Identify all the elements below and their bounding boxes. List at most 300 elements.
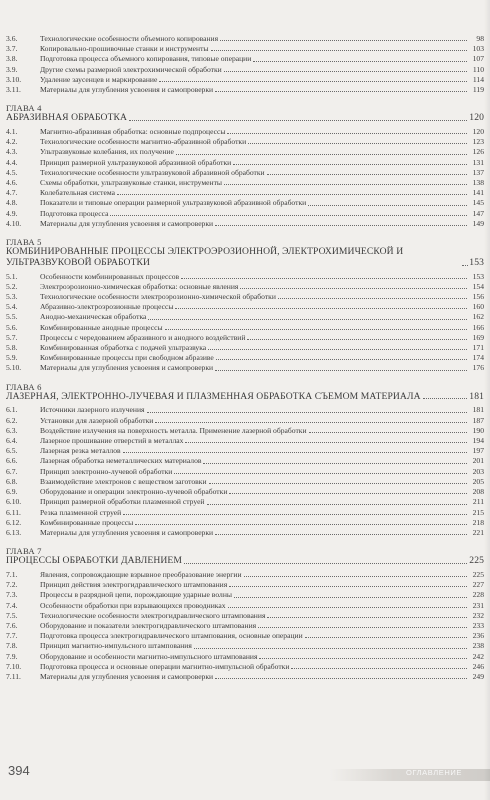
toc-entry[interactable] [6,353,484,362]
section-page-number: 208 [472,487,484,497]
dot-leader [165,328,467,330]
toc-entry[interactable] [6,580,484,589]
section-page-number: 114 [472,74,484,84]
toc-entry[interactable] [6,508,484,517]
entry-title-wrap [40,436,468,445]
dot-leader [229,585,467,587]
entry-title-wrap [40,611,468,620]
section-page-number: 145 [472,198,484,208]
section-title: Другие схемы размерной электрохимической обработки [40,64,222,74]
section-number: 6.6. [6,456,18,466]
section-title: Принцип электронно-лучевой обработки [40,466,173,476]
section-title: Особенности обработки при взрывающихся проводниках [40,600,226,610]
section-page-number: 103 [472,44,484,54]
section-title: Материалы для углубления усвоения и самопроверки [40,85,214,95]
toc-section [6,34,484,94]
dot-leader [208,348,467,350]
section-number: 4.4. [6,157,18,167]
section-title: Технологические особенности электрогидравлического штампования [40,610,266,620]
toc-entry[interactable] [6,168,484,177]
toc-entry[interactable] [6,54,484,63]
dot-leader [308,204,467,206]
section-title: Лазерное прошивание отверстий в металлах [40,436,184,446]
section-page-number: 156 [472,292,484,302]
entry-title-wrap [40,209,468,218]
section-page-number: 160 [472,302,484,312]
section-number: 4.9. [6,208,18,218]
section-title: Материалы для углубления усвоения и самопроверки [40,671,214,681]
section-number: 5.6. [6,322,18,332]
section-title: Процессы с чередованием абразивного и анодного воздействий [40,332,246,342]
entry-title-wrap [40,147,468,156]
section-title: Особенности комбинированных процессов [40,271,180,281]
section-number: 4.8. [6,198,18,208]
section-page-number: 154 [472,281,484,291]
section-number: 7.9. [6,651,18,661]
section-page-number: 147 [472,208,484,218]
toc-entry[interactable] [6,446,484,455]
entry-title-wrap [40,601,468,610]
section-number: 5.4. [6,302,18,312]
section-title: Магнитно-абразивная обработка: основные подпроцессы [40,127,226,137]
section-page-number: 187 [472,415,484,425]
entry-title-wrap [40,416,468,425]
toc-entry[interactable] [6,44,484,53]
section-number: 3.10. [6,74,22,84]
entry-title-wrap [40,580,468,589]
section-title: Показатели и типовые операции размерной ультразвуковой абразивной обработки [40,198,307,208]
dot-leader [247,338,467,340]
section-page-number: 120 [472,127,484,137]
toc-entry[interactable] [6,570,484,579]
entry-title-wrap [40,34,468,43]
section-page-number: 171 [472,343,484,353]
toc-entry[interactable] [6,487,484,496]
dot-leader [216,358,467,360]
section-number: 6.13. [6,527,22,537]
section-title: Материалы для углубления усвоения и самопроверки [40,527,214,537]
section-number: 6.7. [6,466,18,476]
toc-entry[interactable] [6,652,484,661]
section-title: Оборудование и особенности магнитно-импульсного штампования [40,651,258,661]
entry-title-wrap [40,508,468,517]
section-title: Материалы для углубления усвоения и самопроверки [40,218,214,228]
dot-leader [129,119,467,121]
chapter-title: ЛАЗЕРНАЯ, ЭЛЕКТРОННО-ЛУЧЕВАЯ И ПЛАЗМЕННАЯ ОБРАБОТКА СЪЕМОМ МАТЕРИАЛА [6,390,421,402]
section-title: Процессы в разрядной цепи, порождающие ударные волны [40,590,232,600]
toc-entry[interactable] [6,467,484,476]
toc-entry[interactable] [6,405,484,414]
section-number: 7.5. [6,610,18,620]
section-number: 5.5. [6,312,18,322]
dot-leader [267,173,467,175]
toc-entry[interactable] [6,188,484,197]
section-title: Подготовка процесса [40,208,109,218]
dot-leader [291,667,467,669]
section-title: Установки для лазерной обработки [40,415,154,425]
section-number: 5.10. [6,363,22,373]
section-number: 7.3. [6,590,18,600]
entry-title-wrap [40,333,468,342]
dot-leader [278,297,467,299]
entry-title-wrap [40,497,468,506]
section-page-number: 137 [472,167,484,177]
section-title: Оборудование и показатели электрогидравлического штампования [40,620,257,630]
dot-leader [123,451,467,453]
toc-entry[interactable] [6,477,484,486]
section-title: Анодно-механическая обработка [40,312,147,322]
toc-entry[interactable] [6,198,484,207]
chapter-title-row[interactable] [6,113,484,124]
toc-entry[interactable] [6,641,484,650]
dot-leader [148,318,467,320]
section-title: Подготовка процесса электрогидравлического штампования, основные операции [40,631,303,641]
chapter-page-number: 120 [469,112,484,124]
section-number: 3.8. [6,54,18,64]
dot-leader [309,431,467,433]
entry-title-wrap [40,54,468,63]
dot-leader [227,132,467,134]
entry-title-wrap [40,312,468,321]
toc-entry[interactable] [6,601,484,610]
dot-leader [155,421,467,423]
toc-entry[interactable] [6,621,484,630]
section-title: Комбинированные процессы [40,517,134,527]
section-number: 6.9. [6,487,18,497]
section-page-number: 138 [472,178,484,188]
section-page-number: 221 [472,527,484,537]
entry-title-wrap [40,518,468,527]
dot-leader [215,90,467,92]
section-title: Резка плазменной струей [40,507,122,517]
toc-section [6,546,484,681]
section-number: 3.11. [6,85,21,95]
toc-entry[interactable] [6,158,484,167]
toc-entry[interactable] [6,65,484,74]
dot-leader [194,647,467,649]
section-page-number: 126 [472,147,484,157]
section-title: Технологические особенности магнитно-абразивной обработки [40,137,247,147]
section-page-number: 228 [472,590,484,600]
toc-entry[interactable] [6,178,484,187]
entry-title-wrap [40,487,468,496]
dot-leader [123,513,467,515]
dot-leader [135,523,467,525]
chapter-label: ГЛАВА 5 [6,237,42,248]
section-number: 7.10. [6,661,22,671]
toc-entry[interactable] [6,416,484,425]
section-title: Комбинированные процессы при свободном абразиве [40,353,214,363]
entry-title-wrap [40,188,468,197]
section-number: 4.10. [6,218,22,228]
toc-entry[interactable] [6,272,484,281]
page-footer [0,759,490,789]
section-title: Копировально-прошивочные станки и инструменты [40,44,209,54]
toc-section [6,382,484,537]
entry-title-wrap [40,528,468,537]
section-number: 3.6. [6,34,18,43]
section-number: 3.9. [6,64,18,74]
toc-entry[interactable] [6,662,484,671]
entry-title-wrap [40,672,468,681]
dot-leader [174,472,467,474]
toc-entry[interactable] [6,75,484,84]
toc-entry[interactable] [6,219,484,228]
entry-title-wrap [40,662,468,671]
dot-leader [147,411,467,413]
chapter-page-number: 153 [469,256,484,268]
entry-title-wrap [40,302,468,311]
entry-title-wrap [40,343,468,352]
section-number: 7.4. [6,600,18,610]
chapter-title-row[interactable] [6,392,484,403]
entry-title-wrap [40,127,468,136]
section-page-number: 218 [472,517,484,527]
entry-title-wrap [40,282,468,291]
entry-title-wrap [40,405,468,414]
section-page-number: 227 [472,580,484,590]
section-title: Принцип магнитно-импульсного штампования [40,641,192,651]
toc-entry[interactable] [6,456,484,465]
section-number: 6.12. [6,517,22,527]
section-title: Комбинированные анодные процессы [40,322,163,332]
section-page-number: 107 [472,54,484,64]
dot-leader [185,441,467,443]
dot-leader [181,277,467,279]
toc-entry[interactable] [6,436,484,445]
dot-leader [462,264,468,266]
entry-title-wrap [40,570,468,579]
section-page-number: 119 [472,85,484,95]
section-page-number: 166 [472,322,484,332]
section-number: 4.7. [6,188,18,198]
section-number: 5.9. [6,353,18,363]
section-number: 6.10. [6,497,22,507]
dot-leader [220,39,467,41]
section-title: Комбинированная обработка с подачей ультразвука [40,343,207,353]
section-title: Удаление заусенцев и маркирование [40,74,158,84]
section-title: Материалы для углубления усвоения и самопроверки [40,363,214,373]
dot-leader [215,369,467,371]
chapter-title-row[interactable] [6,247,484,269]
section-title: Ультразвуковые колебания, их получение [40,147,174,157]
section-number: 5.3. [6,292,18,302]
dot-leader [215,677,467,679]
section-title: Электроэрозионно-химическая обработка: основные явления [40,281,239,291]
dot-leader [211,49,467,51]
section-page-number: 215 [472,507,484,517]
section-page-number: 169 [472,332,484,342]
section-number: 6.11. [6,507,21,517]
section-page-number: 236 [472,631,484,641]
section-page-number: 211 [472,497,484,507]
chapter-label: ГЛАВА 6 [6,381,42,392]
section-title: Схемы обработки, ультразвуковые станки, инструменты [40,178,223,188]
entry-title-wrap [40,219,468,228]
toc-entry[interactable] [6,137,484,146]
dot-leader [117,193,467,195]
dot-leader [248,142,467,144]
toc-entry[interactable] [6,518,484,527]
dot-leader [159,80,467,82]
dot-leader [176,153,467,155]
entry-title-wrap [40,272,468,281]
dot-leader [240,287,467,289]
dot-leader [305,636,467,638]
chapter-title-row[interactable] [6,556,484,567]
dot-leader [258,626,467,628]
section-number: 7.2. [6,580,18,590]
entry-title-wrap [40,137,468,146]
section-page-number: 242 [472,651,484,661]
entry-title-wrap [40,456,468,465]
section-title: Абразивно-электроэрозионные процессы [40,302,174,312]
entry-title-wrap [40,198,468,207]
section-page-number: 181 [472,405,484,415]
toc-entry[interactable] [6,343,484,352]
toc-entry[interactable] [6,302,484,311]
section-title: Лазерная резка металлов [40,446,121,456]
toc-entry[interactable] [6,282,484,291]
section-page-number: 197 [472,446,484,456]
chapter-title: АБРАЗИВНАЯ ОБРАБОТКА [6,112,128,124]
toc-entry[interactable] [6,590,484,599]
section-title: Принцип размерной обработки плазменной струей [40,497,205,507]
section-number: 7.6. [6,620,18,630]
entry-title-wrap [40,168,468,177]
section-number: 4.6. [6,178,18,188]
toc-entry[interactable] [6,147,484,156]
section-title: Лазерная обработка неметаллических материалов [40,456,202,466]
toc-entry[interactable] [6,292,484,301]
section-number: 6.1. [6,405,18,415]
section-title: Колебательная система [40,188,115,198]
section-page-number: 174 [472,353,484,363]
toc-entry[interactable] [6,209,484,218]
section-number: 7.1. [6,569,18,579]
toc-entry[interactable] [6,127,484,136]
dot-leader [184,562,467,564]
chapter-label: ГЛАВА 7 [6,546,42,557]
section-number: 7.11. [6,671,21,681]
section-page-number: 249 [472,671,484,681]
section-number: 4.2. [6,137,18,147]
entry-title-wrap [40,621,468,630]
entry-title-wrap [40,158,468,167]
section-title: Воздействие излучения на поверхность металла. Применение лазерной обработки [40,425,307,435]
toc-entry[interactable] [6,631,484,640]
section-number: 7.7. [6,631,18,641]
section-number: 5.8. [6,343,18,353]
section-page-number: 233 [472,620,484,630]
section-page-number: 194 [472,436,484,446]
entry-title-wrap [40,44,468,53]
section-page-number: 190 [472,425,484,435]
section-page-number: 225 [472,569,484,579]
section-number: 6.4. [6,436,18,446]
toc-section [6,103,484,228]
section-title: Оборудование и операции электронно-лучевой обработки [40,487,228,497]
section-page-number: 131 [472,157,484,167]
section-page-number: 141 [472,188,484,198]
dot-leader [233,163,467,165]
entry-title-wrap [40,477,468,486]
section-number: 6.3. [6,425,18,435]
dot-leader [267,616,467,618]
section-title: Источники лазерного излучения [40,405,145,415]
section-title: Технологические особенности объемного копирования [40,34,219,43]
table-of-contents [6,34,484,682]
section-number: 7.8. [6,641,18,651]
entry-title-wrap [40,590,468,599]
dot-leader [207,503,467,505]
dot-leader [215,533,467,535]
section-page-number: 162 [472,312,484,322]
toc-entry[interactable] [6,363,484,372]
section-number: 4.1. [6,127,18,137]
toc-entry[interactable] [6,323,484,332]
section-title: Подготовка процесса объемного копирования, типовые операции [40,54,252,64]
section-number: 6.8. [6,476,18,486]
section-number: 6.2. [6,415,18,425]
section-title: Технологические особенности электроэрозионно-химической обработки [40,292,276,302]
section-number: 3.7. [6,44,18,54]
section-page-number: 201 [472,456,484,466]
section-title: Принцип действия электрогидравлического штампования [40,580,228,590]
section-title: Взаимодействие электронов с веществом заготовки [40,476,207,486]
entry-title-wrap [40,446,468,455]
dot-leader [228,606,468,608]
toc-entry[interactable] [6,85,484,94]
dot-leader [224,70,467,72]
running-head: ОГЛАВЛЕНИЕ [405,768,462,777]
toc-entry[interactable] [6,497,484,506]
entry-title-wrap [40,75,468,84]
toc-entry[interactable] [6,528,484,537]
entry-title-wrap [40,641,468,650]
toc-entry[interactable] [6,333,484,342]
toc-entry[interactable] [6,672,484,681]
toc-entry[interactable] [6,426,484,435]
section-number: 5.1. [6,271,18,281]
chapter-title: КОМБИНИРОВАННЫЕ ПРОЦЕССЫ ЭЛЕКТРОЭРОЗИОННОЙ, ЭЛЕКТРОХИМИЧЕСКОЙ И УЛЬТРАЗВУКОВОЙ ОБРАБОТКИ [6,246,404,268]
dot-leader [244,575,467,577]
dot-leader [215,224,467,226]
entry-title-wrap [40,467,468,476]
section-page-number: 231 [472,600,484,610]
section-page-number: 110 [472,64,484,74]
chapter-page-number: 225 [469,555,484,567]
section-number: 6.5. [6,446,18,456]
dot-leader [259,657,467,659]
section-number: 4.3. [6,147,18,157]
dot-leader [203,462,467,464]
entry-title-wrap [40,65,468,74]
section-title: Подготовка процесса и основные операции магнитно-импульсной обработки [40,661,290,671]
chapter-label: ГЛАВА 4 [6,103,42,114]
toc-entry[interactable] [6,611,484,620]
toc-entry[interactable] [6,312,484,321]
entry-title-wrap [40,353,468,362]
dot-leader [175,307,467,309]
section-number: 4.5. [6,167,18,177]
toc-entry[interactable] [6,34,484,43]
section-page-number: 238 [472,641,484,651]
entry-title-wrap [40,631,468,640]
entry-title-wrap [40,85,468,94]
section-page-number: 246 [472,661,484,671]
entry-title-wrap [40,292,468,301]
